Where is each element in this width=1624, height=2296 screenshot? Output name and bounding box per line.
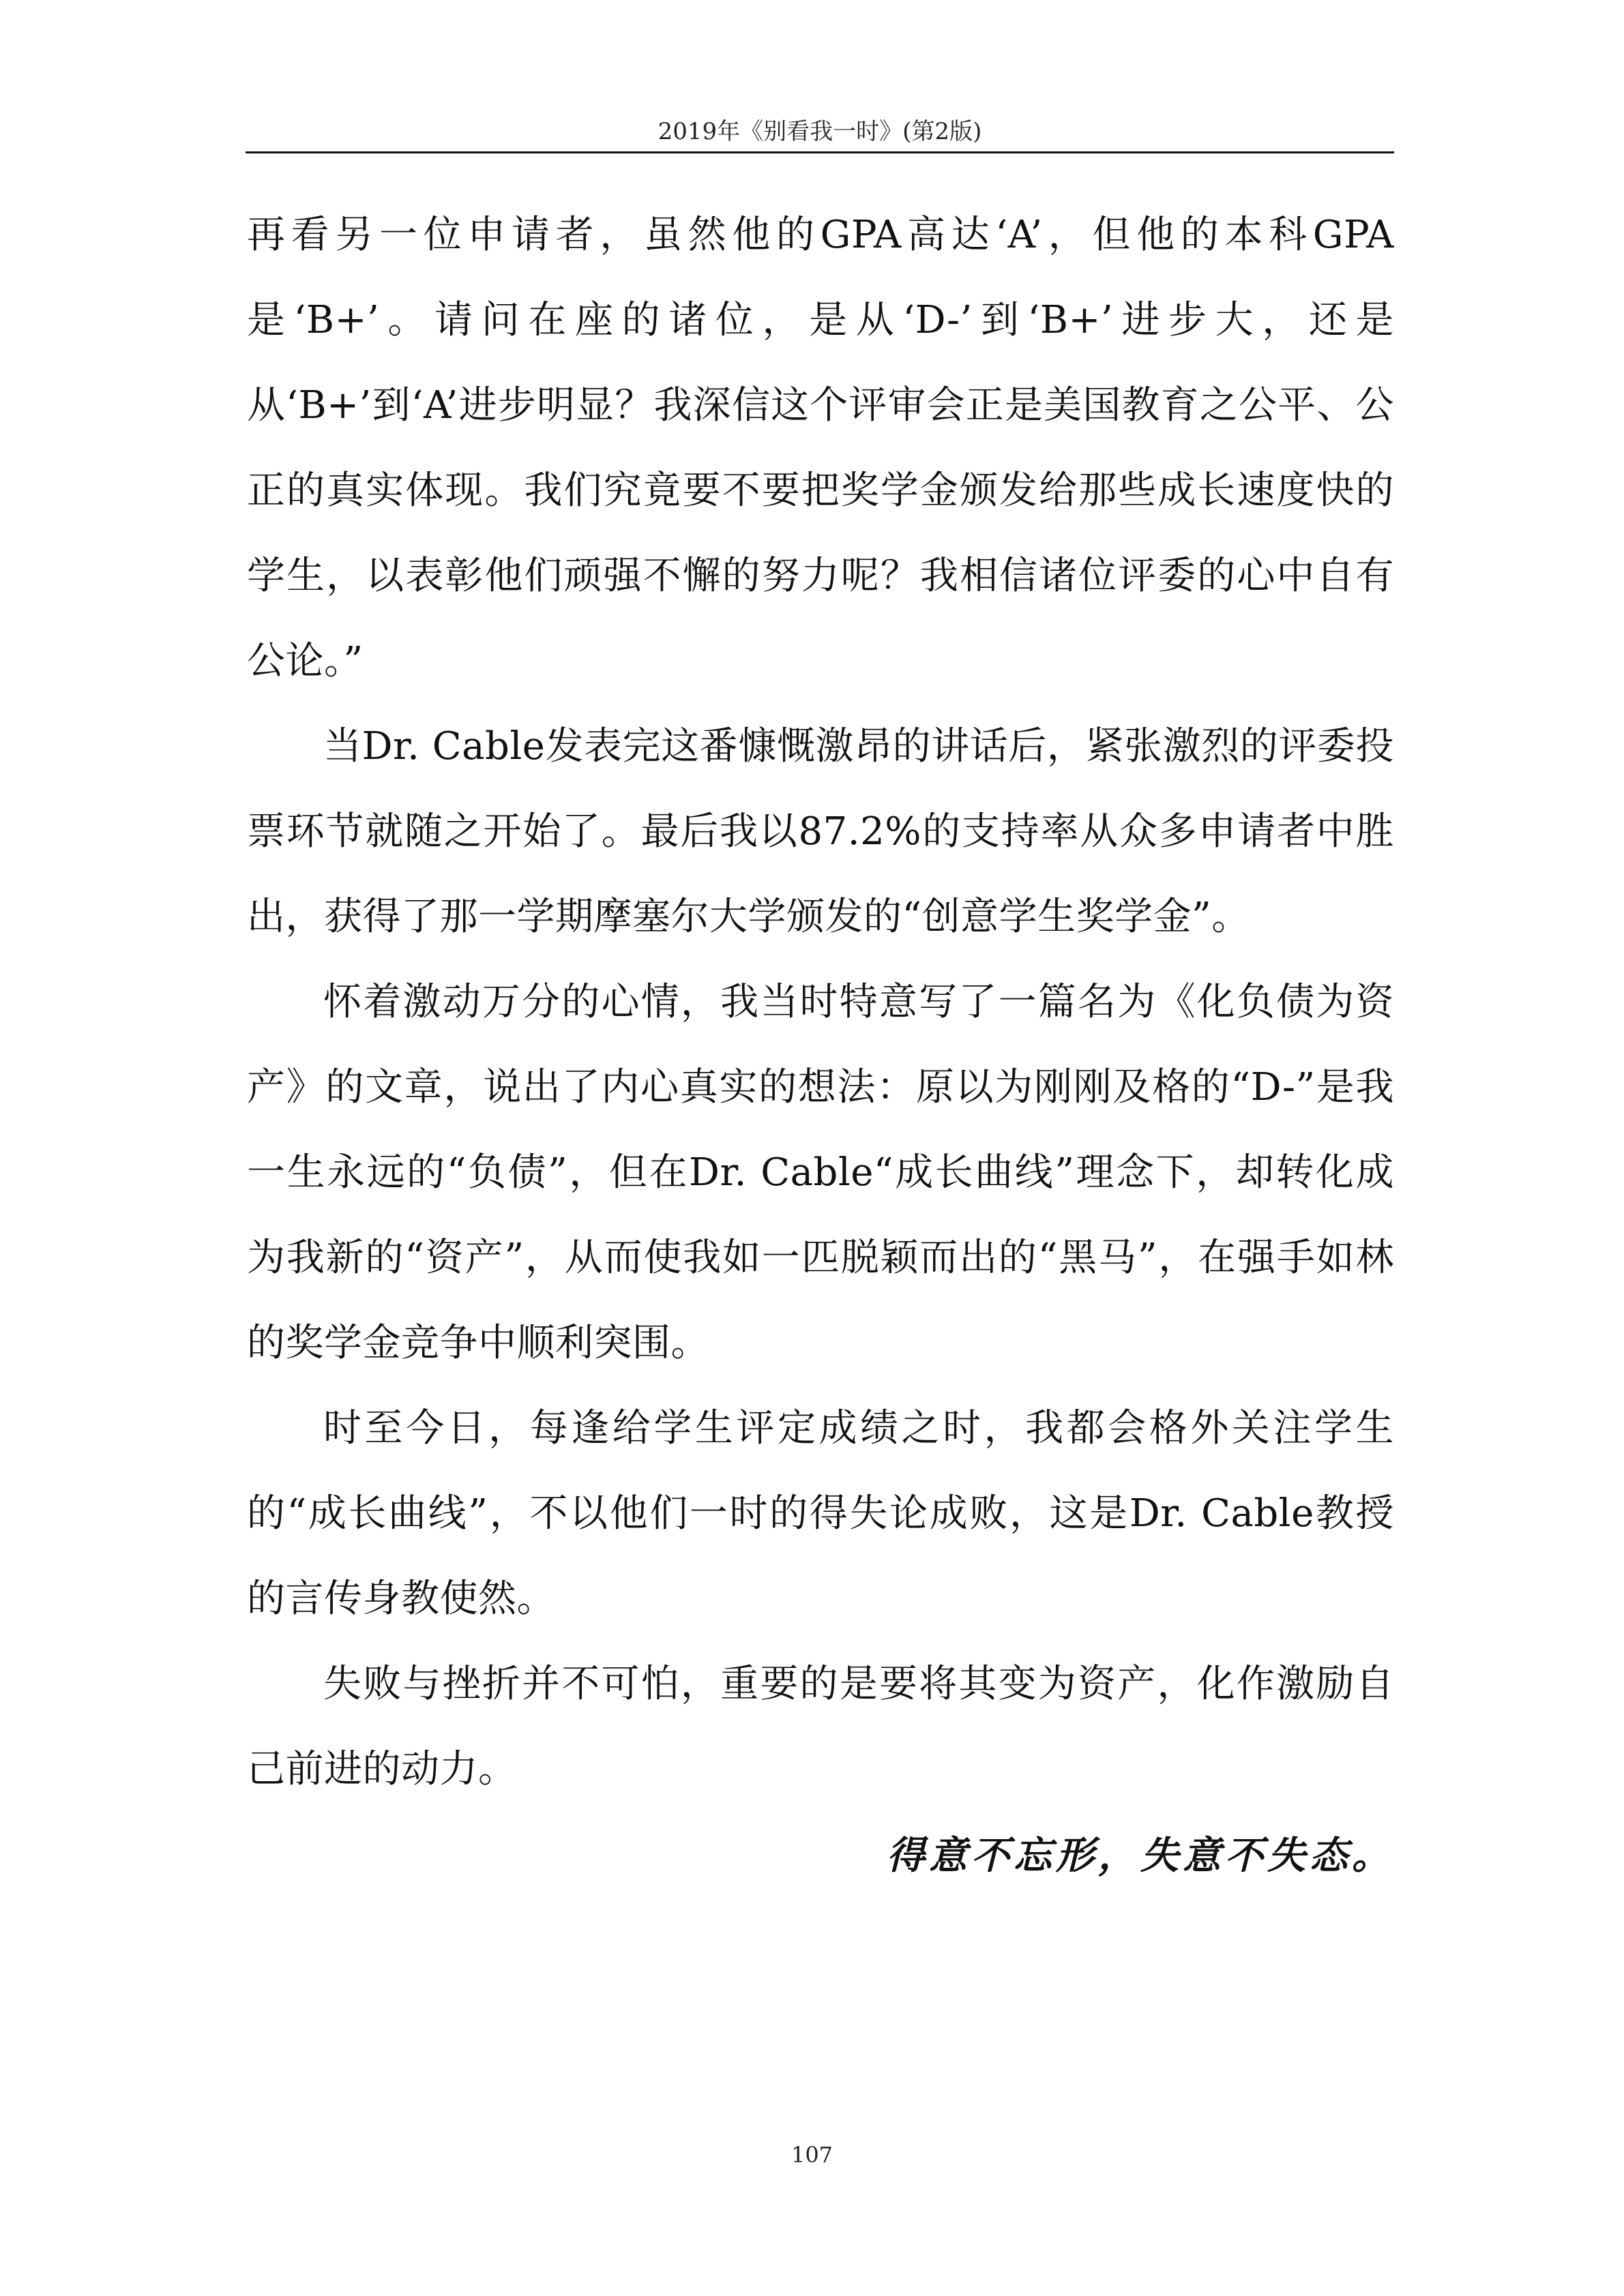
paragraph-5: 失败与挫折并不可怕，重要的是要将其变为资产，化作激励自己前进的动力。 xyxy=(247,1662,1394,1791)
paragraph-4: 时至今日，每逢给学生评定成绩之时，我都会格外关注学生的“成长曲线”，不以他们一时的得失论成败，这是Dr. Cable教授的言传身教使然。 xyxy=(247,1406,1394,1621)
body-text xyxy=(247,192,1394,1812)
header-divider xyxy=(246,151,1394,153)
running-header: 2019年《别看我一时》(第2版) xyxy=(658,118,982,145)
paragraph-3: 怀着激动万分的心情，我当时特意写了一篇名为《化负债为资产》的文章，说出了内心真实的想法：原以为刚刚及格的“D-”是我一生永远的“负债”，但在Dr. Cable“成长曲线”理念下，却转化成为我新的“资产”，从而使我如一匹脱颖而出的“黑马”，在强手如林的奖学金竞争中顺利突围。 xyxy=(247,980,1394,1365)
page-number: 107 xyxy=(791,2142,833,2168)
paragraph-1: 再看另一位申请者，虽然他的GPA高达‘A’，但他的本科GPA是‘B+’。请问在座的诸位，是从‘D-’到‘B+’进步大，还是从‘B+’到‘A’进步明显？我深信这个评审会正是美国教育之公平、公正的真实体现。我们究竟要不要把奖学金颁发给那些成长速度快的学生，以表彰他们顽强不懈的努力呢？我相信诸位评委的心中自有公论。” xyxy=(247,213,1394,683)
paragraph-2: 当Dr. Cable发表完这番慷慨激昂的讲话后，紧张激烈的评委投票环节就随之开始了。最后我以87.2%的支持率从众多申请者中胜出，获得了那一学期摩塞尔大学颁发的“创意学生奖学金”。 xyxy=(247,724,1394,939)
closing-quote: 得意不忘形，失意不失态。 xyxy=(887,1833,1394,1878)
